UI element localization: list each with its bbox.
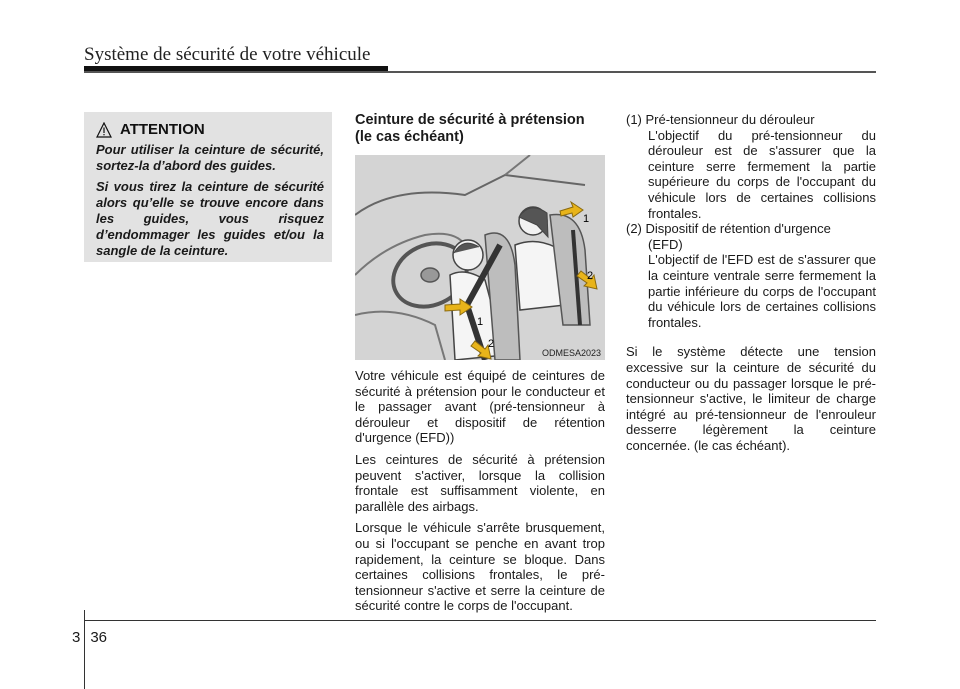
pretensioner-arrow xyxy=(560,202,583,217)
callout-number: 2 xyxy=(488,338,495,350)
callout-number: 2 xyxy=(587,270,594,282)
item-body: L'objectif de l'EFD est de s'assurer que la ceinture ventrale serre fermement la partie inférieure du corps de l'occupant du véhicule lors de certaines collisions frontales. xyxy=(648,252,876,330)
attention-paragraph: Si vous tirez la ceinture de sécurité alors qu’elle se trouve encore dans les guides, vous risquez d’endommager les guides et/ou la sangle de la ceinture. xyxy=(96,179,324,258)
footer-rule-vertical xyxy=(84,610,85,689)
chapter-number: 3 xyxy=(72,629,81,646)
section-body xyxy=(355,368,605,614)
list-item xyxy=(626,112,876,221)
page-header-title: Système de sécurité de votre véhicule xyxy=(84,44,371,65)
header-rule-thin xyxy=(84,71,876,73)
body-paragraph: Votre véhicule est équipé de ceintures de sécurité à prétension pour le conducteur et le passager avant (pré-tensionneur à dérouleur et dispositif de rétention d'urgence (EFD)) xyxy=(355,368,605,446)
item-body: L'objectif du pré-tensionneur du dérouleur est de s'assurer que la ceinture serre fermement la partie supérieure du corps de l'occupant du véhicule lors de certaines collisions frontales. xyxy=(648,127,876,221)
page-number-value: 36 xyxy=(90,629,108,646)
attention-title: ATTENTION xyxy=(120,121,205,138)
section-title: Ceinture de sécurité à prétension (le cas échéant) xyxy=(355,112,585,145)
item-label: (2) Dispositif de rétention d'urgence xyxy=(626,221,831,237)
seatbelt-figure xyxy=(355,155,605,360)
attention-body xyxy=(96,142,324,264)
attention-paragraph: Pour utiliser la ceinture de sécurité, sortez-la d’abord des guides. xyxy=(96,142,324,173)
item-label-continued: (EFD) xyxy=(648,236,683,252)
warning-triangle-icon xyxy=(96,122,112,138)
figure-caption: ODMESA2023 xyxy=(541,348,601,358)
callout-number: 1 xyxy=(583,213,590,225)
item-label: (1) Pré-tensionneur du dérouleur xyxy=(626,112,815,127)
callout-number: 1 xyxy=(477,316,484,328)
list-item xyxy=(626,221,876,330)
body-paragraph: Lorsque le véhicule s'arrête brusquement, ou si l'occupant se penche en avant trop rapidement, la ceinture se bloque. Dans certaines collisions frontales, le pré-tensionneur s'active et serre la ceinture de sécurité contre le corps de l'occupant. xyxy=(355,520,605,614)
attention-header xyxy=(96,121,205,138)
closing-paragraph: Si le système détecte une tension excessive sur la ceinture de sécurité du conducteur ou du passager lorsque le pré-tensionneur s'active, le limiteur de charge intégré au pré-tensionneur de l'enrouleur desserre légèrement la ceinture concernée. (le cas échéant). xyxy=(626,344,876,453)
car-interior-illustration xyxy=(355,155,605,360)
page-number xyxy=(72,629,107,646)
footer-rule-horizontal xyxy=(84,620,876,621)
body-paragraph: Les ceintures de sécurité à prétension peuvent s'activer, lorsque la collision frontale est suffisamment violente, en parallèle des airbags. xyxy=(355,451,605,514)
attention-box xyxy=(84,112,332,262)
pretensioner-items xyxy=(626,112,876,453)
pretensioner-section xyxy=(355,112,605,620)
